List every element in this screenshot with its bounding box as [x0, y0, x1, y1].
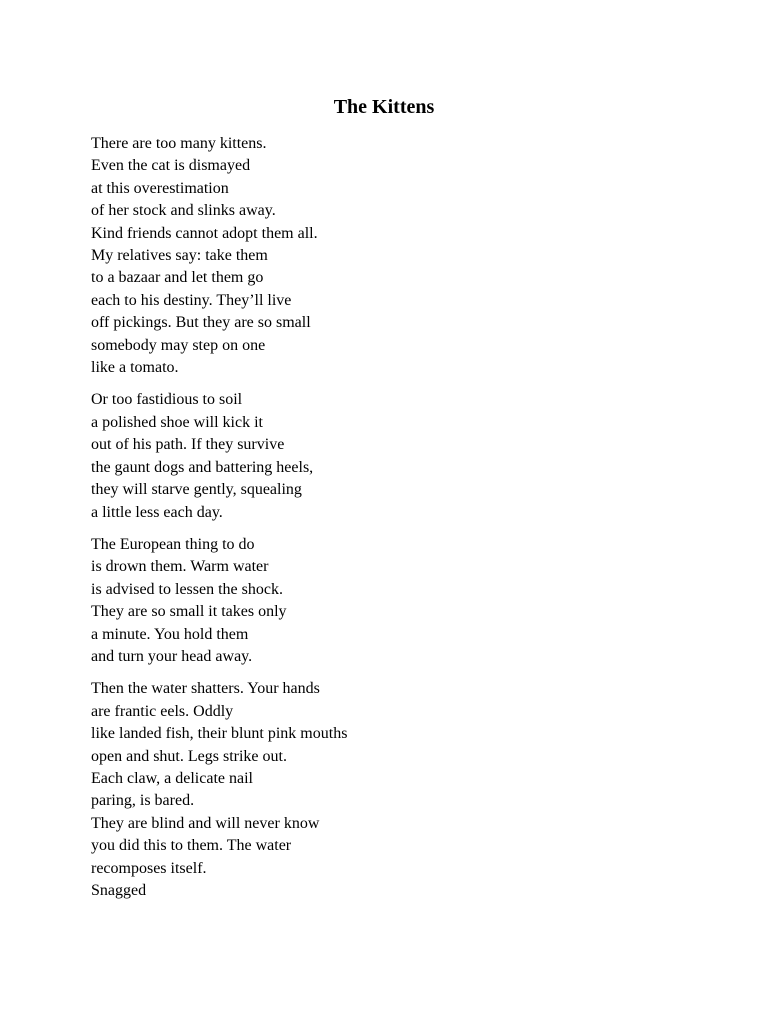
poem-line: Kind friends cannot adopt them all. — [91, 224, 318, 242]
poem-line: Snagged — [91, 882, 147, 899]
poem-line: out of his path. If they survive — [91, 436, 285, 454]
poem-title: The Kittens — [333, 96, 435, 118]
poem-line: Then the water shatters. Your hands — [91, 680, 320, 698]
poem-line: you did this to them. The water — [91, 837, 292, 855]
poem-line: open and shut. Legs strike out. — [91, 747, 287, 765]
poem-line: recomposes itself. — [91, 859, 207, 877]
poem-line: There are too many kittens. — [91, 135, 267, 152]
poem-line: My relatives say: take them — [91, 247, 268, 265]
poem-line: The European thing to do — [91, 535, 255, 553]
poem-line: at this overestimation — [91, 179, 229, 197]
poem-line: Each claw, a delicate nail — [91, 769, 253, 787]
poem-line: is drown them. Warm water — [91, 558, 269, 576]
poem-line: a little less each day. — [91, 503, 223, 521]
poem-line: paring, is bared. — [91, 792, 195, 810]
poem-line: they will starve gently, squealing — [91, 481, 302, 499]
stanza — [91, 133, 691, 379]
poem-line: the gaunt dogs and battering heels, — [91, 458, 314, 476]
poem-line: off pickings. But they are so small — [91, 314, 311, 332]
poem-line: a polished shoe will kick it — [91, 413, 263, 431]
poem-line: like landed fish, their blunt pink mouths — [91, 725, 348, 743]
poem-line: They are so small it takes only — [91, 603, 287, 621]
stanza — [91, 389, 691, 523]
poem-line: somebody may step on one — [91, 336, 266, 354]
poem-line: is advised to lessen the shock. — [91, 580, 283, 598]
poem-line: are frantic eels. Oddly — [91, 702, 234, 720]
poem-line: to a bazaar and let them go — [91, 269, 264, 287]
poem-line: of her stock and slinks away. — [91, 202, 276, 220]
stanza — [91, 678, 691, 902]
poem-line: They are blind and will never know — [91, 814, 320, 832]
poem-line: Or too fastidious to soil — [91, 391, 243, 409]
poem-line: and turn your head away. — [91, 647, 253, 665]
poem-line: each to his destiny. They’ll live — [91, 291, 292, 309]
poem-body — [91, 133, 691, 912]
poem-line: Even the cat is dismayed — [91, 157, 251, 175]
poem-line: a minute. You hold them — [91, 625, 249, 643]
stanza — [91, 534, 691, 668]
poem-line: like a tomato. — [91, 359, 179, 377]
